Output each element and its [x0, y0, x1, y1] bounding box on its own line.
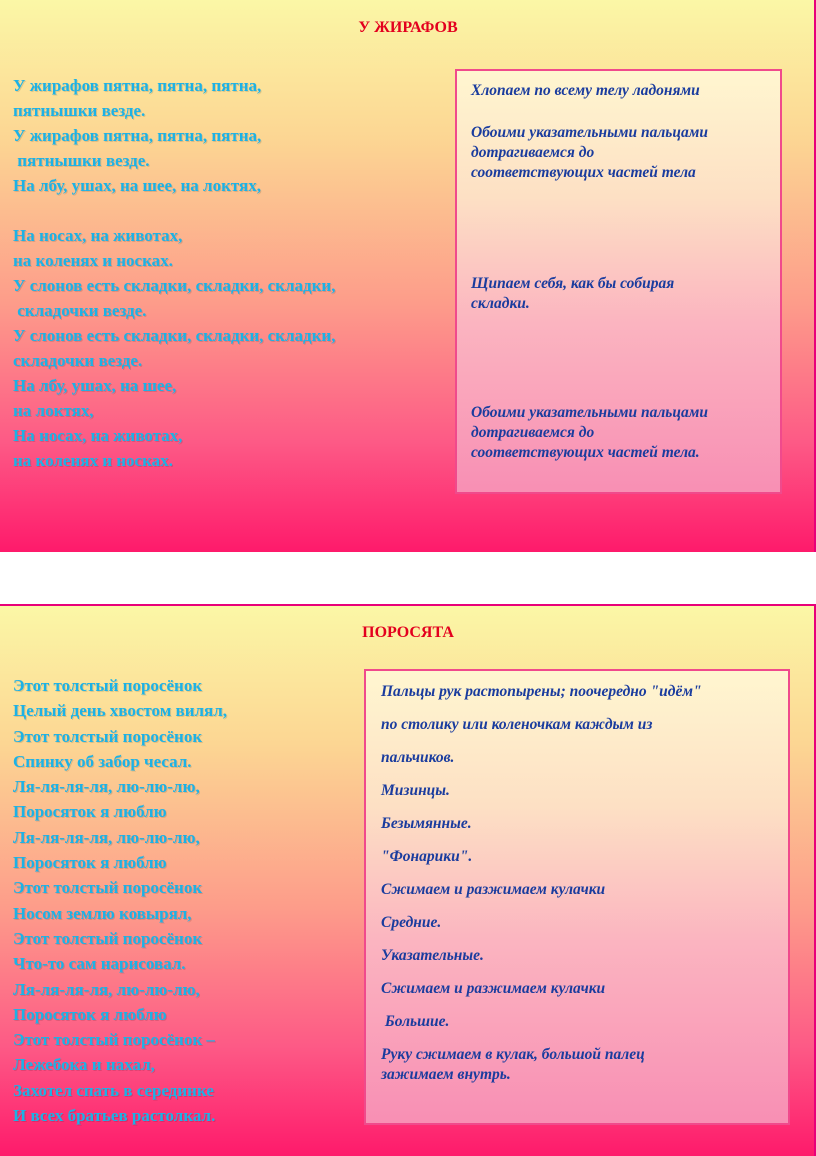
poem-line: Ля-ля-ля-ля, лю-лю-лю,	[13, 777, 200, 797]
instruction-note: Средние.	[381, 914, 442, 931]
poem-line: на коленях и носках.	[13, 451, 173, 470]
poem-line: На носах, на животах,	[13, 226, 183, 245]
poem-line	[13, 198, 335, 223]
poem-line: И всех братьев растолкал.	[13, 1106, 216, 1126]
poem-line: У жирафов пятна, пятна, пятна,	[13, 76, 262, 95]
poem-line: на локтях,	[13, 401, 94, 420]
instruction-note: Щипаем себя, как бы собирая складки.	[471, 275, 675, 312]
instruction-note: Пальцы рук растопырены; поочередно "идём"	[381, 683, 702, 700]
poem-line: пятнышки везде.	[13, 151, 150, 170]
instruction-note: "Фонарики".	[381, 848, 473, 865]
instruction-note: Сжимаем и разжимаем кулачки	[381, 980, 606, 997]
instruction-note: Руку сжимаем в кулак, большой палец зажимаем внутрь.	[381, 1046, 645, 1083]
poem-line: Ля-ля-ля-ля, лю-лю-лю,	[13, 827, 200, 847]
poem-line: Этот толстый поросёнок	[13, 878, 203, 898]
instruction-note: Обоими указательными пальцами дотрагиваемся до соответствующих частей тела.	[471, 404, 708, 461]
poem-line: У жирафов пятна, пятна, пятна,	[13, 126, 262, 145]
giraffes-title: У ЖИРАФОВ	[358, 19, 458, 36]
instruction-note: Хлопаем по всему телу ладонями	[471, 82, 700, 99]
poem-line: На лбу, ушах, на шее,	[13, 376, 177, 395]
poem-line: Спинку об забор чесал.	[13, 751, 192, 771]
poem-line: Этот толстый поросёнок	[13, 676, 203, 695]
giraffes-poem	[13, 73, 335, 473]
instruction-note: пальчиков.	[381, 749, 455, 766]
poem-line: У слонов есть складки, складки, складки,	[13, 276, 336, 295]
poem-line: Что-то сам нарисовал.	[13, 954, 186, 974]
poem-line: Целый день хвостом вилял,	[13, 701, 228, 721]
piglets-instructions-box	[364, 669, 790, 1125]
instruction-note: Безымянные.	[381, 815, 472, 832]
giraffes-instructions-box	[455, 69, 782, 494]
poem-line: Поросяток я люблю	[13, 1004, 167, 1024]
poem-line: складочки везде.	[13, 351, 143, 370]
instruction-note: по столику или коленочкам каждым из	[381, 716, 653, 733]
poem-line: Этот толстый поросёнок	[13, 726, 203, 746]
instruction-note: Указательные.	[381, 947, 484, 964]
instruction-note: Мизинцы.	[381, 782, 450, 799]
poem-line: складочки везде.	[13, 301, 147, 320]
piglets-title: ПОРОСЯТА	[362, 624, 454, 641]
poem-line: У слонов есть складки, складки, складки,	[13, 326, 336, 345]
instruction-note: Обоими указательными пальцами дотрагиваемся до соответствующих частей тела	[471, 124, 708, 181]
poem-line: Поросяток я люблю	[13, 802, 167, 822]
poem-line: пятнышки везде.	[13, 101, 146, 120]
poem-line: Этот толстый поросёнок	[13, 928, 203, 948]
poem-line: на коленях и носках.	[13, 251, 173, 270]
poem-line: На лбу, ушах, на шее, на локтях,	[13, 176, 261, 195]
poem-line: На носах, на животах,	[13, 426, 183, 445]
poem-line: Лежебока и нахал,	[13, 1055, 155, 1075]
instruction-note: Большие.	[381, 1013, 450, 1030]
poem-line: Носом землю ковырял,	[13, 903, 192, 923]
poem-line: Поросяток я люблю	[13, 853, 167, 873]
poem-line: Ля-ля-ля-ля, лю-лю-лю,	[13, 979, 200, 999]
poem-line: Захотел спать в серединке	[13, 1080, 214, 1100]
instruction-note: Сжимаем и разжимаем кулачки	[381, 881, 606, 898]
piglets-poem	[13, 673, 227, 1128]
poem-line: Этот толстый поросёнок –	[13, 1030, 215, 1050]
